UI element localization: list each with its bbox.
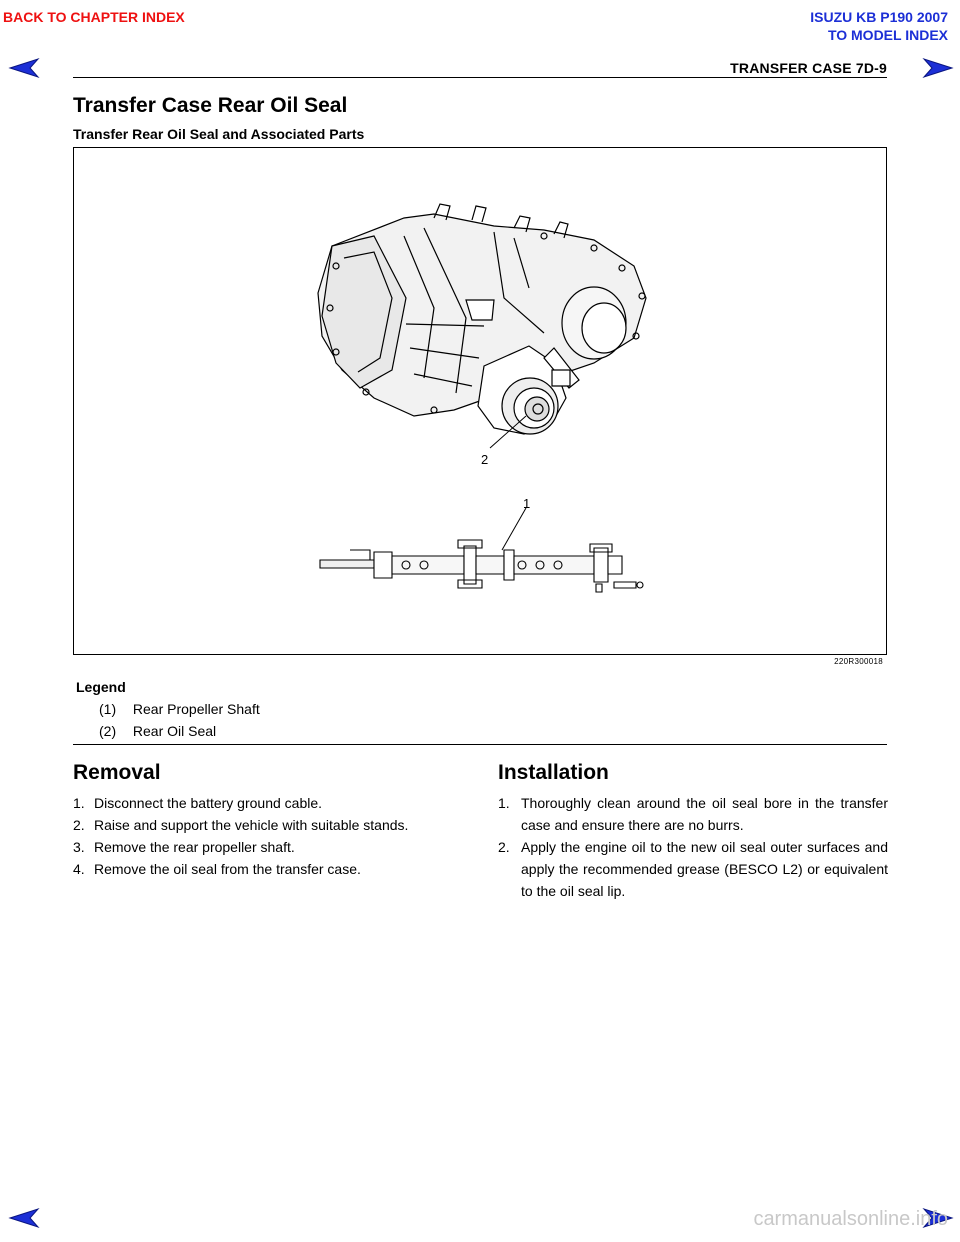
legend-item (99, 723, 216, 739)
next-page-arrow-icon[interactable] (918, 56, 954, 80)
header-rule (73, 77, 887, 78)
list-item (73, 814, 453, 836)
legend-item-number: (2) (99, 723, 117, 739)
model-title: ISUZU KB P190 2007 (810, 9, 948, 25)
step-text: Apply the engine oil to the new oil seal outer surfaces and apply the recommended grease (BESCO L2) or equivalent to the oil seal lip. (521, 839, 888, 899)
previous-page-arrow-icon[interactable] (8, 1206, 44, 1230)
figure-frame (73, 147, 887, 655)
legend-item-label: Rear Oil Seal (132, 723, 217, 739)
previous-page-arrow-icon[interactable] (8, 56, 44, 80)
step-number: 1. (498, 795, 510, 811)
installation-heading: Installation (498, 761, 609, 784)
callout-2-label: 2 (481, 452, 489, 467)
step-number: 4. (73, 861, 85, 877)
list-item (498, 792, 888, 836)
step-text: Disconnect the battery ground cable. (94, 795, 323, 811)
step-number: 2. (498, 839, 510, 855)
figure-code: 220R300018 (834, 657, 883, 666)
list-item (73, 836, 453, 858)
watermark: carmanualsonline.info (753, 1208, 948, 1230)
back-to-chapter-index-link[interactable]: BACK TO CHAPTER INDEX (3, 9, 185, 25)
page-title: Transfer Case Rear Oil Seal (73, 94, 348, 117)
removal-heading: Removal (73, 761, 161, 784)
transfer-case-illustration (74, 148, 886, 654)
callout-1-label: 1 (523, 496, 531, 511)
list-item (73, 792, 453, 814)
legend-item-label: Rear Propeller Shaft (132, 701, 260, 717)
list-item (498, 836, 888, 902)
to-model-index-link[interactable]: TO MODEL INDEX (827, 27, 948, 43)
step-text: Remove the oil seal from the transfer case. (94, 861, 361, 877)
step-number: 2. (73, 817, 85, 833)
figure-caption: Transfer Rear Oil Seal and Associated Parts (73, 126, 365, 142)
legend-heading: Legend (76, 679, 126, 695)
running-head: TRANSFER CASE 7D-9 (730, 60, 887, 76)
legend-item (99, 701, 260, 717)
step-text: Remove the rear propeller shaft. (94, 839, 295, 855)
step-text: Thoroughly clean around the oil seal bore in the transfer case and ensure there are no burrs. (521, 795, 888, 833)
step-number: 3. (73, 839, 85, 855)
list-item (73, 858, 453, 880)
step-text: Raise and support the vehicle with suitable stands. (94, 817, 409, 833)
step-number: 1. (73, 795, 85, 811)
legend-item-number: (1) (99, 701, 117, 717)
section-rule (73, 744, 887, 745)
